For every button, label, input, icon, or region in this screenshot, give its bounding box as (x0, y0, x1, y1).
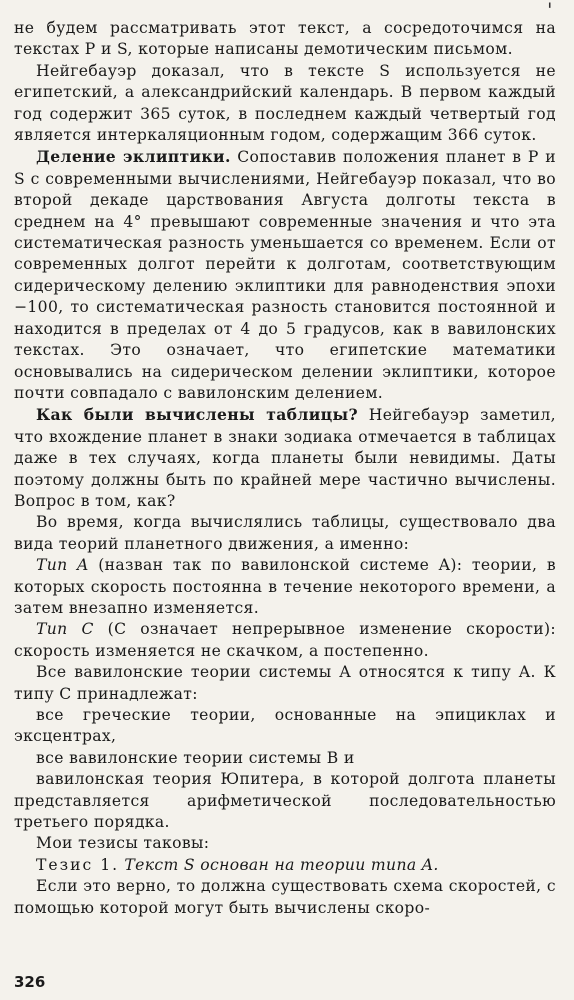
body-text (14, 18, 556, 919)
ecliptic-text: Сопоставив положения планет в P и S с современными вычислениями, Нейгебауэр показал, что во второй декаде царствования Августа долготы текста в среднем на 4° превышают современные значения и что эта систематическая разность уменьшается со временем. Если от современных долгот перейти к долготам, соответствующим сидерическому делению эклиптики для равноденствия эпохи −100, то систематическая разность становится постоянной и находится в пределах от 4 до 5 градусов, как в вавилонских текстах. Это означает, что египетские математики основывались на сидерическом делении эклиптики, которое почти совпадало с вавилонским делением. (14, 148, 556, 402)
paragraph-velocity: Если это верно, то должна существовать схема скоростей, с помощью которой могут быть вычислены скоро- (14, 877, 556, 917)
paragraph-babylonian-a: Все вавилонские теории системы A относятся к типу A. К типу C принадлежат: (14, 663, 556, 703)
paragraph-theories: Во время, когда вычислялись таблицы, существовало два вида теорий планетного движения, а именно: (14, 513, 556, 553)
paragraph-type-c (14, 619, 556, 662)
type-a-label: Тип A (36, 556, 89, 575)
tables-text: Нейгебауэр заметил, что вхождение планет в знаки зодиака отмечается в таблицах даже в тех случаях, когда планеты были невидимы. Даты поэтому должны быть по крайней мере частично вычислены. Вопрос в том, как? (14, 406, 556, 510)
paragraph-ecliptic (14, 146, 556, 404)
type-c-text: (C означает непрерывное изменение скорости): скорость изменяется не скачком, а постепенно. (14, 620, 556, 660)
paragraph-theses: Мои тезисы таковы: (36, 834, 210, 853)
thesis-1-label: Тезис 1. (36, 855, 120, 874)
type-a-text: (назван так по вавилонской системе A): теории, в которых скорость постоянна в течение некоторого времени, а затем внезапно изменяется. (14, 556, 556, 617)
paragraph-tables (14, 404, 556, 512)
list-item-jupiter: вавилонская теория Юпитера, в которой долгота планеты представляется арифметической последовательностью третьего порядка. (14, 770, 556, 832)
heading-tables-computed: Как были вычислены таблицы? (36, 405, 359, 425)
paragraph-continuation: не будем рассматривать этот текст, а сосредоточимся на текстах P и S, которые написаны демотическим письмом. (14, 19, 556, 59)
thesis-1 (14, 855, 556, 876)
heading-ecliptic-division: Деление эклиптики. (36, 147, 231, 167)
paragraph-calendar: Нейгебауэр доказал, что в тексте S используется не египетский, а александрийский календарь. В первом каждый год содержит 365 суток, в последнем каждый четвертый год является интеркаляционным годом, содержащим 366 суток. (14, 61, 556, 145)
page-number: 326 (14, 973, 46, 991)
corner-mark: ' (547, 0, 553, 22)
list-item-greek: все греческие теории, основанные на эпициклах и эксцентрах, (14, 706, 556, 746)
thesis-1-text: Текст S основан на теории типа A. (119, 855, 439, 874)
type-c-label: Тип C (36, 620, 94, 639)
list-item-system-b: все вавилонские теории системы B и (36, 748, 355, 767)
paragraph-type-a (14, 555, 556, 619)
